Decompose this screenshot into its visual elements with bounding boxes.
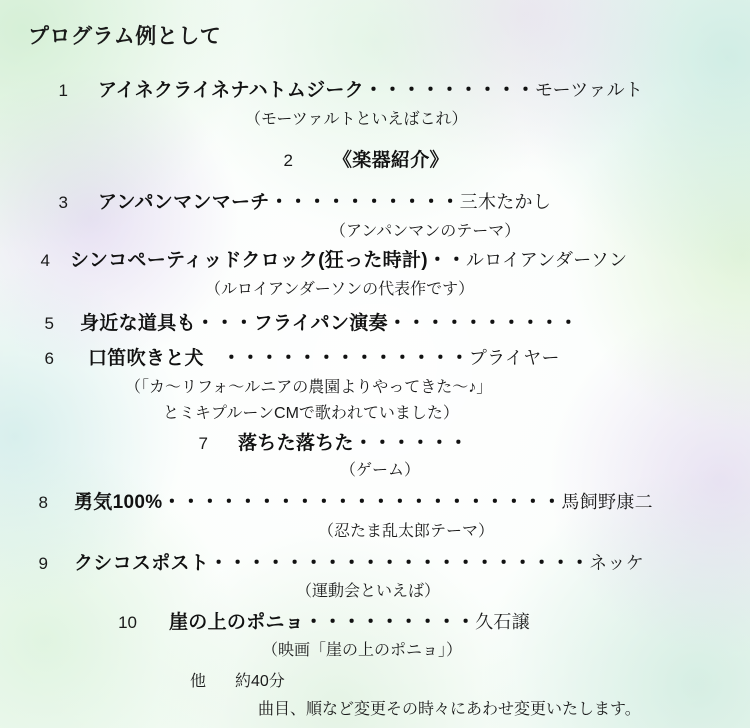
program-row — [30, 548, 644, 575]
program-note: （ルロイアンダーソンの代表作です） — [205, 281, 475, 298]
program-number: 2 — [283, 151, 293, 170]
leader-dots: ・・・・・・・・・・・・・ — [221, 348, 469, 369]
program-note: （忍たま乱太郎テーマ） — [318, 523, 495, 540]
program-composer: 三木たかし — [459, 192, 552, 212]
program-title: アイネクライネナハトムジーク — [98, 80, 365, 101]
program-title: 《楽器紹介》 — [333, 150, 449, 171]
footer-disclaimer: 曲目、順など変更その時々にあわせ変更いたします。 — [258, 701, 641, 718]
program-row — [30, 487, 653, 514]
program-composer: 久石譲 — [475, 612, 531, 632]
program-composer: 馬飼野康二 — [561, 492, 653, 512]
program-composer: ルロイアンダーソン — [465, 250, 628, 270]
leader-dots: ・・・・・・・・・・・・・・・・・・・・ — [209, 553, 590, 574]
program-note: （アンパンマンのテーマ） — [330, 223, 521, 240]
leader-dots: ・・・・・・・・・・ — [387, 313, 578, 334]
program-composer: プライヤー — [468, 348, 560, 368]
program-title: 落ちた落ちた — [238, 433, 354, 454]
program-number: 7 — [198, 434, 208, 453]
program-row — [32, 245, 627, 272]
program-title: 崖の上のポニョ — [169, 612, 305, 633]
footer-other-label: 他 — [190, 673, 207, 690]
program-number: 4 — [40, 251, 50, 270]
program-number: 5 — [44, 314, 54, 333]
program-number: 1 — [58, 81, 68, 100]
program-note: （「カ〜リフォ〜ルニアの農園よりやってきた〜♪」 — [125, 379, 493, 396]
program-composer: ネッケ — [589, 553, 645, 573]
leader-dots: ・・ — [427, 250, 466, 271]
program-number: 8 — [38, 493, 48, 512]
footer-duration: 約40分 — [235, 673, 285, 690]
program-number: 3 — [58, 193, 68, 212]
program-title: 身近な道具も・・・フライパン演奏 — [80, 313, 388, 334]
program-title: クシコスポスト — [74, 553, 210, 574]
program-title: シンコペーティッドクロック(狂った時計) — [70, 250, 428, 271]
program-note: （映画「崖の上のポニョ」） — [262, 642, 463, 659]
leader-dots: ・・・・・・・・・・ — [269, 192, 460, 213]
leader-dots: ・・・・・・ — [353, 433, 468, 454]
program-title: 勇気100% — [74, 492, 163, 513]
program-note: （ゲーム） — [340, 462, 421, 479]
program-number: 9 — [38, 554, 48, 573]
leader-dots: ・・・・・・・・・ — [364, 80, 536, 101]
program-note-second-line: とミキプルーンCMで歌われていました） — [163, 405, 459, 422]
program-title: アンパンマンマーチ — [98, 192, 270, 213]
leader-dots: ・・・・・・・・・ — [304, 612, 476, 633]
program-note: （運動会といえば） — [296, 583, 441, 600]
program-composer: モーツァルト — [535, 80, 644, 100]
program-row — [50, 75, 643, 102]
page-title: プログラム例として — [28, 25, 222, 48]
program-row — [36, 343, 560, 370]
program-row — [50, 187, 551, 214]
program-note: （モーツァルトといえばこれ） — [245, 111, 468, 128]
program-row — [275, 145, 449, 172]
program-row — [190, 428, 468, 455]
program-title: 口笛吹きと犬 — [88, 348, 204, 369]
leader-dots: ・・・・・・・・・・・・・・・・・・・・・ — [162, 492, 562, 513]
program-number: 10 — [118, 613, 137, 632]
program-row — [36, 308, 578, 335]
program-number: 6 — [44, 349, 54, 368]
program-row — [113, 607, 530, 634]
